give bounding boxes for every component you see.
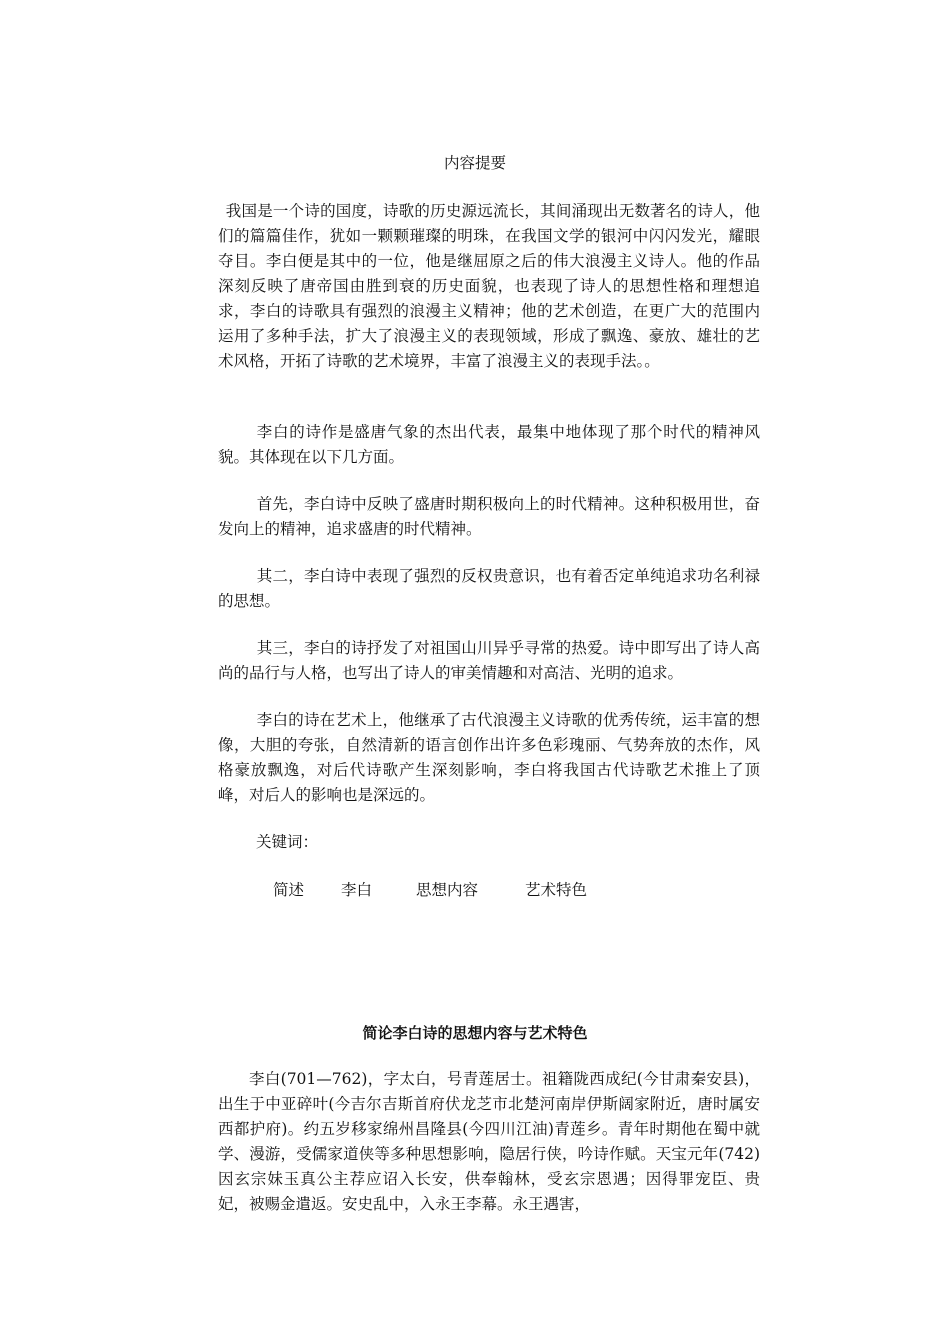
keyword-item: 艺术特色 [525,881,588,899]
keyword-item: 简述 [273,881,305,899]
summary-paragraph-3: 首先，李白诗中反映了盛唐时期积极向上的时代精神。这种积极用世，奋发向上的精神，追求盛唐的时代精神。 [218,495,760,538]
summary-intro-paragraph: 我国是一个诗的国度，诗歌的历史源远流长，其间涌现出无数著名的诗人，他们的篇篇佳作，犹如一颗颗璀璨的明珠，在我国文学的银河中闪闪发光，耀眼夺目。李白便是其中的一位，他是继屈原之后的伟大浪漫主义诗人。他的作品深刻反映了唐帝国由胜到衰的历史面貌，也表现了诗人的思想性格和理想追求，李白的诗歌具有强烈的浪漫主义精神；他的艺术创造，在更广大的范围内运用了多种手法，扩大了浪漫主义的表现领域，形成了飘逸、豪放、雄壮的艺术风格，开拓了诗歌的艺术境界，丰富了浪漫主义的表现手法。。 [218,202,760,370]
keywords-label: 关键词： [256,833,319,851]
summary-paragraph-5: 其三，李白的诗抒发了对祖国山川异乎寻常的热爱。诗中即写出了诗人高尚的品行与人格，也写出了诗人的审美情趣和对高洁、光明的追求。 [218,639,760,682]
keyword-item: 李白 [341,881,373,899]
summary-paragraph-2: 李白的诗作是盛唐气象的杰出代表，最集中地体现了那个时代的精神风貌。其体现在以下几方面。 [218,423,760,466]
summary-title: 内容提要 [443,154,506,172]
summary-paragraph-6: 李白的诗在艺术上，他继承了古代浪漫主义诗歌的优秀传统，运丰富的想像，大胆的夸张，自然清新的语言创作出许多色彩瑰丽、气势奔放的杰作，风格豪放飘逸，对后代诗歌产生深刻影响，李白将我国古代诗歌艺术推上了顶峰，对后人的影响也是深远的。 [218,711,760,804]
summary-paragraph-4: 其二，李白诗中表现了强烈的反权贵意识，也有着否定单纯追求功名利禄的思想。 [218,567,760,610]
article-title: 简论李白诗的思想内容与艺术特色 [362,1024,588,1042]
article-body-paragraph: 李白(701—762)，字太白，号青莲居士。祖籍陇西成纪(今甘肃秦安县)，出生于中亚碎叶(今吉尔吉斯首府伏龙芝市北楚河南岸伊斯阔家附近，唐时属安西都护府)。约五岁移家绵州昌隆县(今四川江油)青莲乡。青年时期他在蜀中就学、漫游，受儒家道侠等多种思想影响，隐居行侠，吟诗作赋。天宝元年(742)因玄宗妹玉真公主荐应诏入长安，供奉翰林，受玄宗恩遇；因得罪宠臣、贵妃，被赐金遣返。安史乱中，入永王李幕。永王遇害， [218,1070,760,1213]
keyword-item: 思想内容 [416,881,479,899]
